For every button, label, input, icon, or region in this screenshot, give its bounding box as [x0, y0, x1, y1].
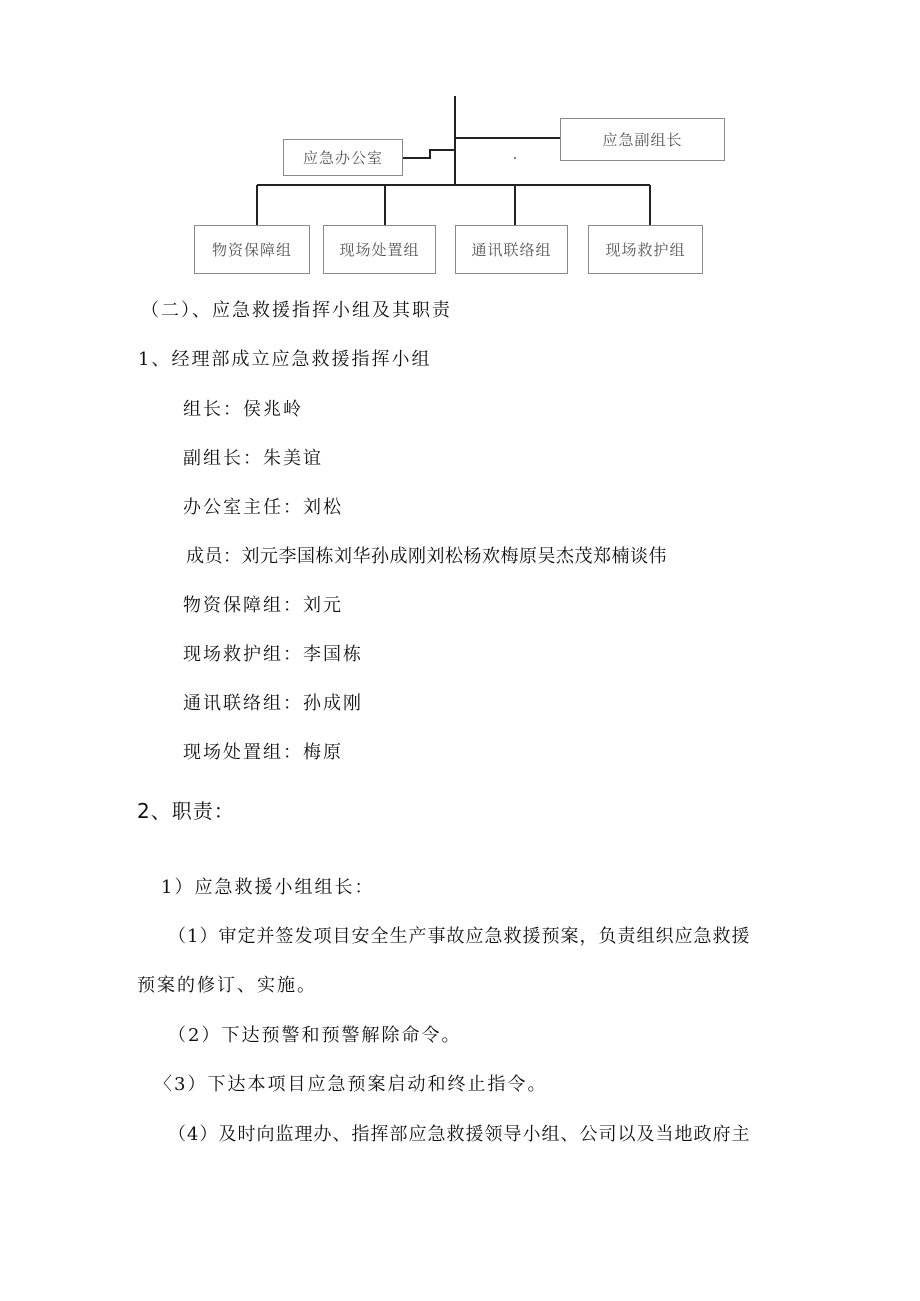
- deputy-box: [560, 118, 725, 161]
- item2-title: 2、职责：: [137, 799, 235, 823]
- team-label: 通讯联络组: [471, 241, 552, 259]
- team-label: 物资保障组: [211, 241, 292, 259]
- duty-1-line-1: （1）审定并签发项目安全生产事故应急救援预案，负责组织应急救援: [168, 926, 751, 947]
- supply-team-line: 物资保障组：刘元: [183, 595, 343, 616]
- team-box-supply: [194, 225, 310, 274]
- duty-3: 〈3）下达本项目应急预案启动和终止指令。: [154, 1074, 548, 1095]
- duty-2: （2）下达预警和预警解除命令。: [168, 1025, 462, 1046]
- deputy-leader-line: 副组长：朱美谊: [183, 448, 323, 469]
- leader-line: 组长：侯兆岭: [183, 399, 303, 420]
- team-box-comms: [455, 225, 568, 274]
- deputy-label: 应急副组长: [602, 131, 683, 149]
- org-chart: [0, 0, 920, 290]
- duties-subtitle: 1）应急救援小组组长：: [161, 877, 375, 898]
- rescue-team-line: 现场救护组：李国栋: [183, 644, 363, 665]
- item1-title: 1、经理部成立应急救援指挥小组: [138, 349, 432, 370]
- comms-team-line: 通讯联络组：孙成刚: [183, 693, 363, 714]
- office-director-line: 办公室主任：刘松: [183, 497, 343, 518]
- disposal-team-line: 现场处置组：梅原: [183, 742, 343, 763]
- team-box-disposal: [323, 225, 436, 274]
- members-line: 成员：刘元李国栋刘华孙成刚刘松杨欢梅原吴杰茂郑楠谈伟: [186, 546, 667, 567]
- duty-4: （4）及时向监理办、指挥部应急救援领导小组、公司以及当地政府主: [168, 1124, 751, 1145]
- section-title: （二）、应急救援指挥小组及其职责: [141, 300, 452, 321]
- duty-1-line-2: 预案的修订、实施。: [137, 975, 317, 996]
- team-box-rescue: [588, 225, 703, 274]
- office-box: [283, 139, 403, 176]
- office-label: 应急办公室: [302, 149, 383, 167]
- team-label: 现场救护组: [605, 241, 686, 259]
- team-label: 现场处置组: [339, 241, 420, 259]
